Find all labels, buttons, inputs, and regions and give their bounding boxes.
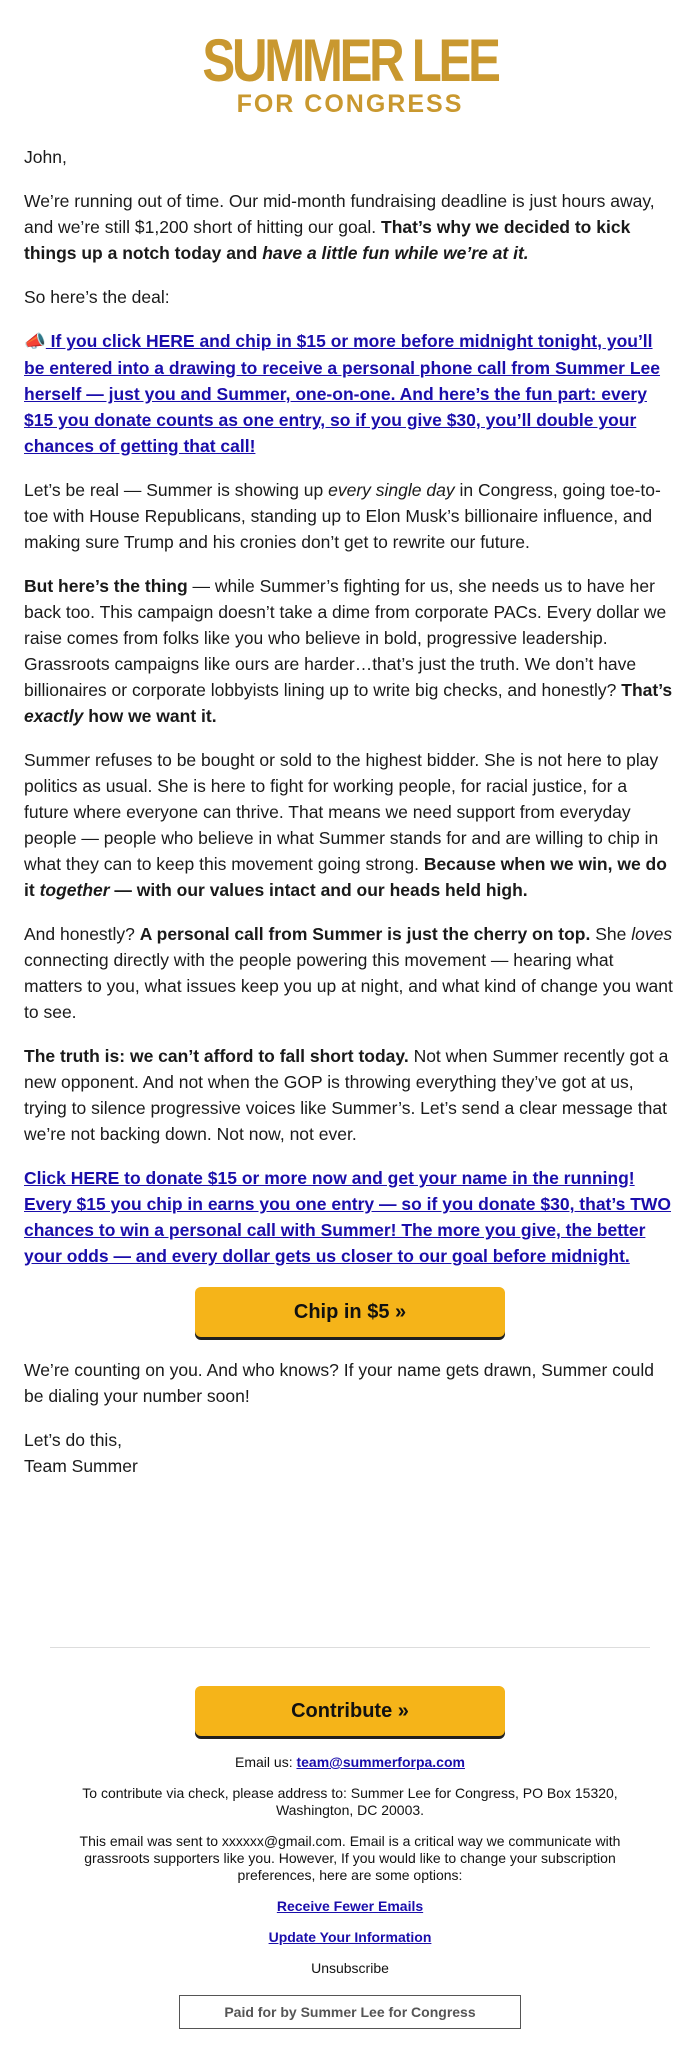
megaphone-icon: 📣 <box>24 332 46 352</box>
spacer <box>0 1497 700 1647</box>
contribute-button[interactable]: Contribute » <box>195 1686 505 1736</box>
unsubscribe-line <box>70 1960 630 1977</box>
check-address: To contribute via check, please address to: Summer Lee for Congress, PO Box 15320, Washington, DC 20003. <box>82 1785 618 1818</box>
drawing-donate-link[interactable]: If you click HERE and chip in $15 or more before midnight tonight, you’ll be entered into a drawing to receive a personal phone call from Summer Lee herself — just you and Summer, one-on-one. And here’s the fun part: every $15 you donate counts as one entry, so if you give $30, you’ll double your chances of getting that call! <box>24 331 661 456</box>
contact-email-link[interactable]: team@summerforpa.com <box>296 1754 465 1770</box>
paragraph-grassroots: But here’s the thing — while Summer’s fighting for us, she needs us to have her back too. This campaign doesn’t take a dime from corporate PACs. Every dollar we raise comes from folks like you who believe in bold, progressive leadership. Grassroots campaigns like ours are harder…that’s just the truth. We don’t have billionaires or corporate lobbyists lining up to write big checks, and honestly? That’s exactly how we want it. <box>24 576 673 726</box>
entry-donate-link[interactable]: Click HERE to donate $15 or more now and get your name in the running! Every $15 you chip in earns you one entry — so if you donate $30, that’s TWO chances to win a personal call with Summer! The more you give, the better your odds — and every dollar gets us closer to our goal before midnight. <box>24 1168 672 1266</box>
paragraph-personal-call: And honestly? A personal call from Summer is just the cherry on top. She loves connecting directly with the people powering this movement — hearing what matters to you, what issues keep you up at night, and what kind of change you want to see. <box>24 924 673 1022</box>
contribute-wrapper <box>70 1686 630 1736</box>
receive-fewer-emails-link[interactable]: Receive Fewer Emails <box>276 1898 424 1914</box>
paragraph-deadline: We’re running out of time. Our mid-month fundraising deadline is just hours away, and we’re still $1,200 short of hitting our goal. That’s why we decided to kick things up a notch today and have a little fun while we’re at it. <box>24 191 655 263</box>
paid-for-disclaimer: Paid for by Summer Lee for Congress <box>179 1995 521 2029</box>
signoff: Let’s do this, Team Summer <box>24 1430 138 1476</box>
chip-in-wrapper <box>24 1287 676 1337</box>
email-body <box>0 144 700 1479</box>
campaign-logo <box>0 0 700 120</box>
paragraph-showing-up: Let’s be real — Summer is showing up every single day in Congress, going toe-to-toe with House Republicans, standing up to Elon Musk’s billionaire influence, and making sure Trump and his cronies don’t get to rewrite our future. <box>24 480 661 552</box>
fewer-emails-line <box>70 1898 630 1915</box>
paragraph-deal: So here’s the deal: <box>24 287 170 307</box>
update-information-link[interactable]: Update Your Information <box>268 1929 432 1945</box>
paragraph-counting-on-you: We’re counting on you. And who knows? If your name gets drawn, Summer could be dialing your number soon! <box>24 1360 655 1406</box>
footer <box>0 1648 700 2029</box>
paragraph-donate-link <box>24 1165 676 1269</box>
subscription-notice: This email was sent to xxxxxx@gmail.com. Email is a critical way we communicate with grassroots supporters like you. However, If you would like to change your subscription preferences, here are some options: <box>79 1833 621 1883</box>
paragraph-drawing-link <box>24 328 676 459</box>
chip-in-button[interactable]: Chip in $5 » <box>195 1287 505 1337</box>
logo-subtitle: FOR CONGRESS <box>236 90 464 118</box>
update-info-line <box>70 1929 630 1946</box>
greeting: John, <box>24 147 67 167</box>
paragraph-truth: The truth is: we can’t afford to fall short today. Not when Summer recently got a new opponent. And not when the GOP is throwing everything they’ve got at us, trying to silence progressive voices like Summer’s. Let’s send a clear message that we’re not backing down. Not now, not ever. <box>24 1046 669 1144</box>
contact-email-line: Email us: team@summerforpa.com <box>235 1754 465 1770</box>
paragraph-values: Summer refuses to be bought or sold to the highest bidder. She is not here to play politics as usual. She is here to fight for working people, for racial justice, for a future where everyone can thrive. That means we need support from everyday people — people who believe in what Summer stands for and are willing to chip in what they can to keep this movement going strong. Because when we win, we do it together — with our values intact and our heads held high. <box>24 750 667 900</box>
logo-name: SUMMER LEE <box>202 27 498 94</box>
unsubscribe-link[interactable]: Unsubscribe <box>311 1960 389 1976</box>
